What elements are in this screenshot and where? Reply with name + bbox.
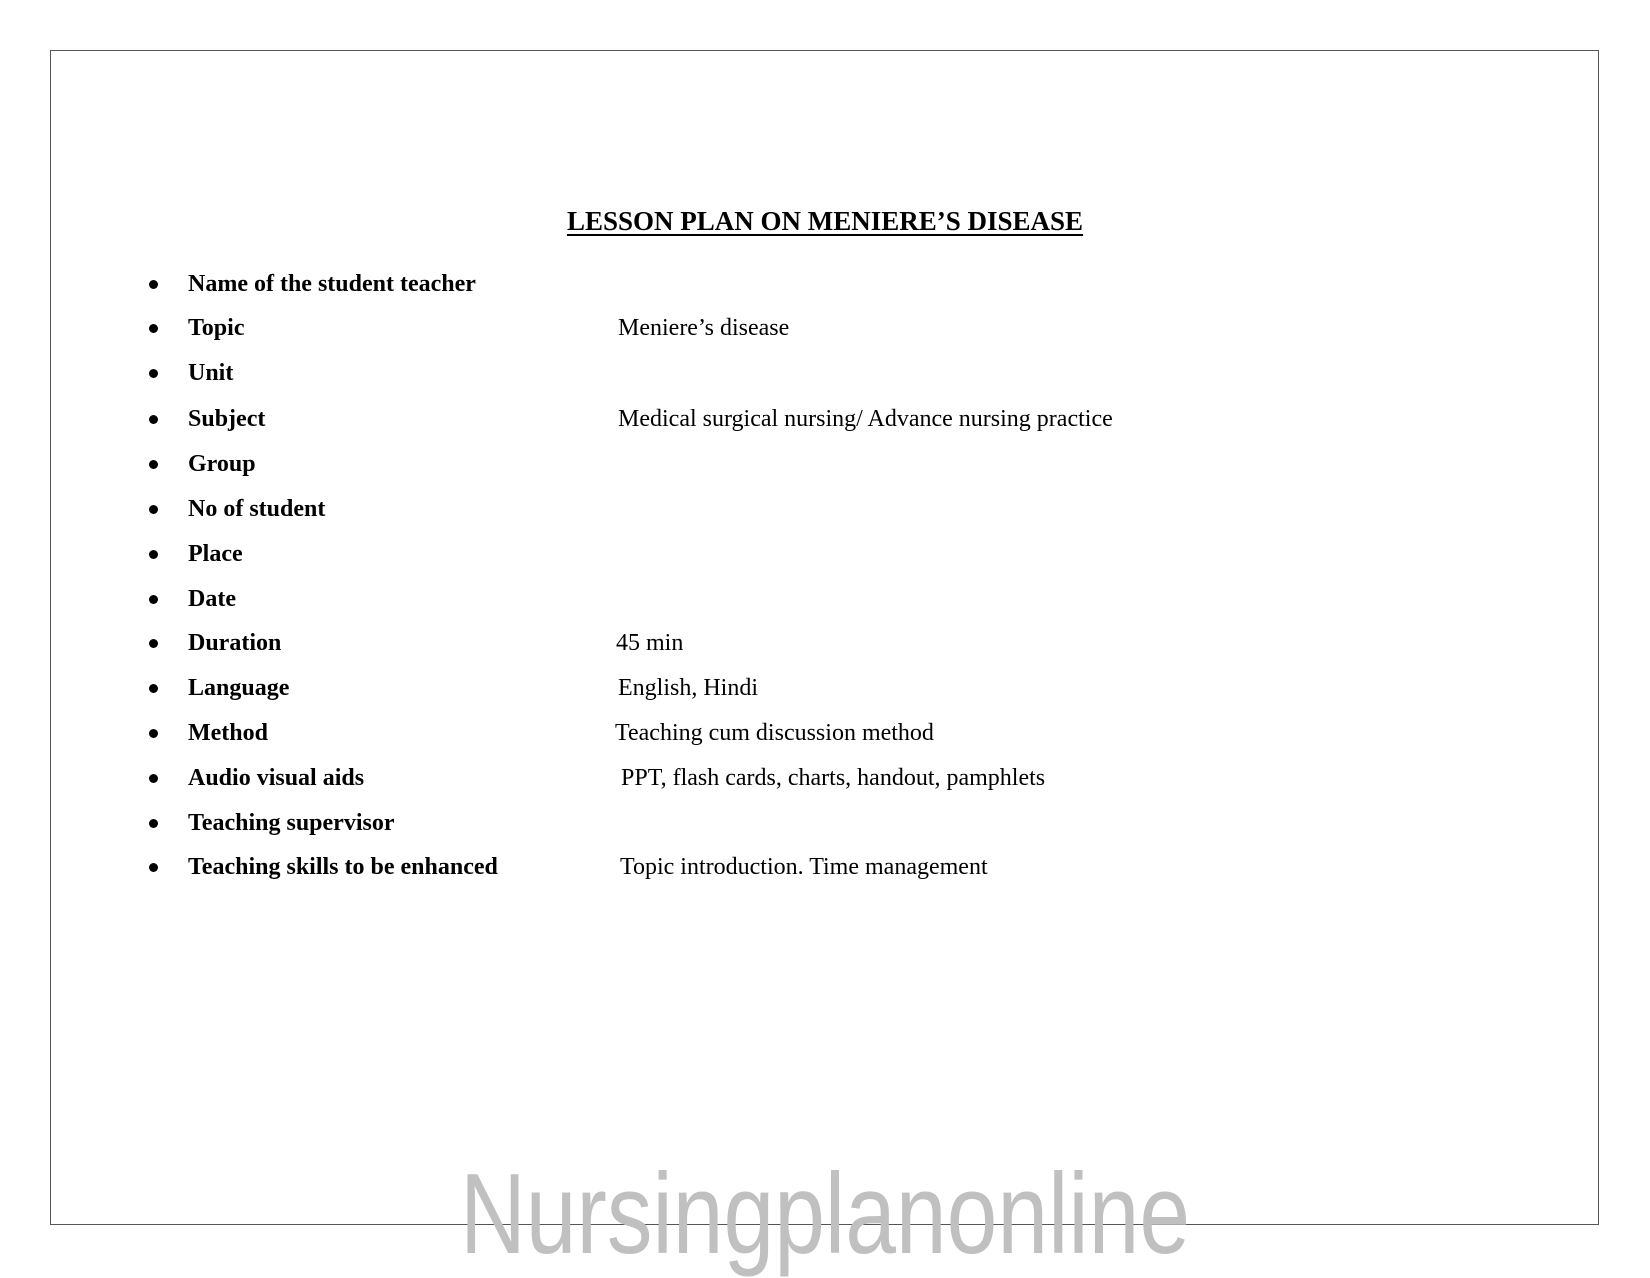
item-value: English, Hindi <box>618 675 759 701</box>
list-item <box>0 672 1650 704</box>
item-value: Topic introduction. Time management <box>620 854 988 880</box>
list-item <box>0 493 1650 525</box>
bullet-icon <box>149 863 158 872</box>
item-label: Date <box>188 586 236 612</box>
item-label: Teaching skills to be enhanced <box>188 854 498 880</box>
item-label: Teaching supervisor <box>188 810 395 836</box>
item-label: Audio visual aids <box>188 765 365 791</box>
bullet-icon <box>149 415 158 424</box>
bullet-icon <box>149 460 158 469</box>
item-value: Teaching cum discussion method <box>615 720 934 746</box>
list-item <box>0 717 1650 749</box>
list-item <box>0 762 1650 794</box>
item-label: Group <box>188 451 256 477</box>
item-label: Duration <box>188 630 282 656</box>
list-item <box>0 627 1650 659</box>
watermark: Nursingplanonline <box>459 1151 1191 1278</box>
bullet-icon <box>149 639 158 648</box>
item-value: Meniere’s disease <box>618 315 790 341</box>
item-label: Name of the student teacher <box>188 271 476 297</box>
item-label: Language <box>188 675 290 701</box>
bullet-icon <box>149 505 158 514</box>
list-item <box>0 851 1650 883</box>
bullet-icon <box>149 280 158 289</box>
page-title: LESSON PLAN ON MENIERE’S DISEASE <box>566 206 1084 236</box>
list-item <box>0 312 1650 344</box>
item-label: No of student <box>188 496 326 522</box>
list-item <box>0 538 1650 570</box>
list-item <box>0 268 1650 300</box>
bullet-icon <box>149 819 158 828</box>
bullet-icon <box>149 369 158 378</box>
list-item <box>0 807 1650 839</box>
item-value: 45 min <box>616 630 684 656</box>
item-value: PPT, flash cards, charts, handout, pamphlets <box>621 765 1046 791</box>
bullet-icon <box>149 595 158 604</box>
item-label: Unit <box>188 360 234 386</box>
list-item <box>0 357 1650 389</box>
list-item <box>0 403 1650 435</box>
bullet-icon <box>149 684 158 693</box>
item-label: Place <box>188 541 243 567</box>
bullet-icon <box>149 774 158 783</box>
item-label: Method <box>188 720 268 746</box>
bullet-icon <box>149 729 158 738</box>
item-label: Subject <box>188 406 266 432</box>
item-label: Topic <box>188 315 245 341</box>
bullet-icon <box>149 550 158 559</box>
bullet-icon <box>149 324 158 333</box>
list-item <box>0 583 1650 615</box>
list-item <box>0 448 1650 480</box>
item-value: Medical surgical nursing/ Advance nursing practice <box>618 406 1113 432</box>
